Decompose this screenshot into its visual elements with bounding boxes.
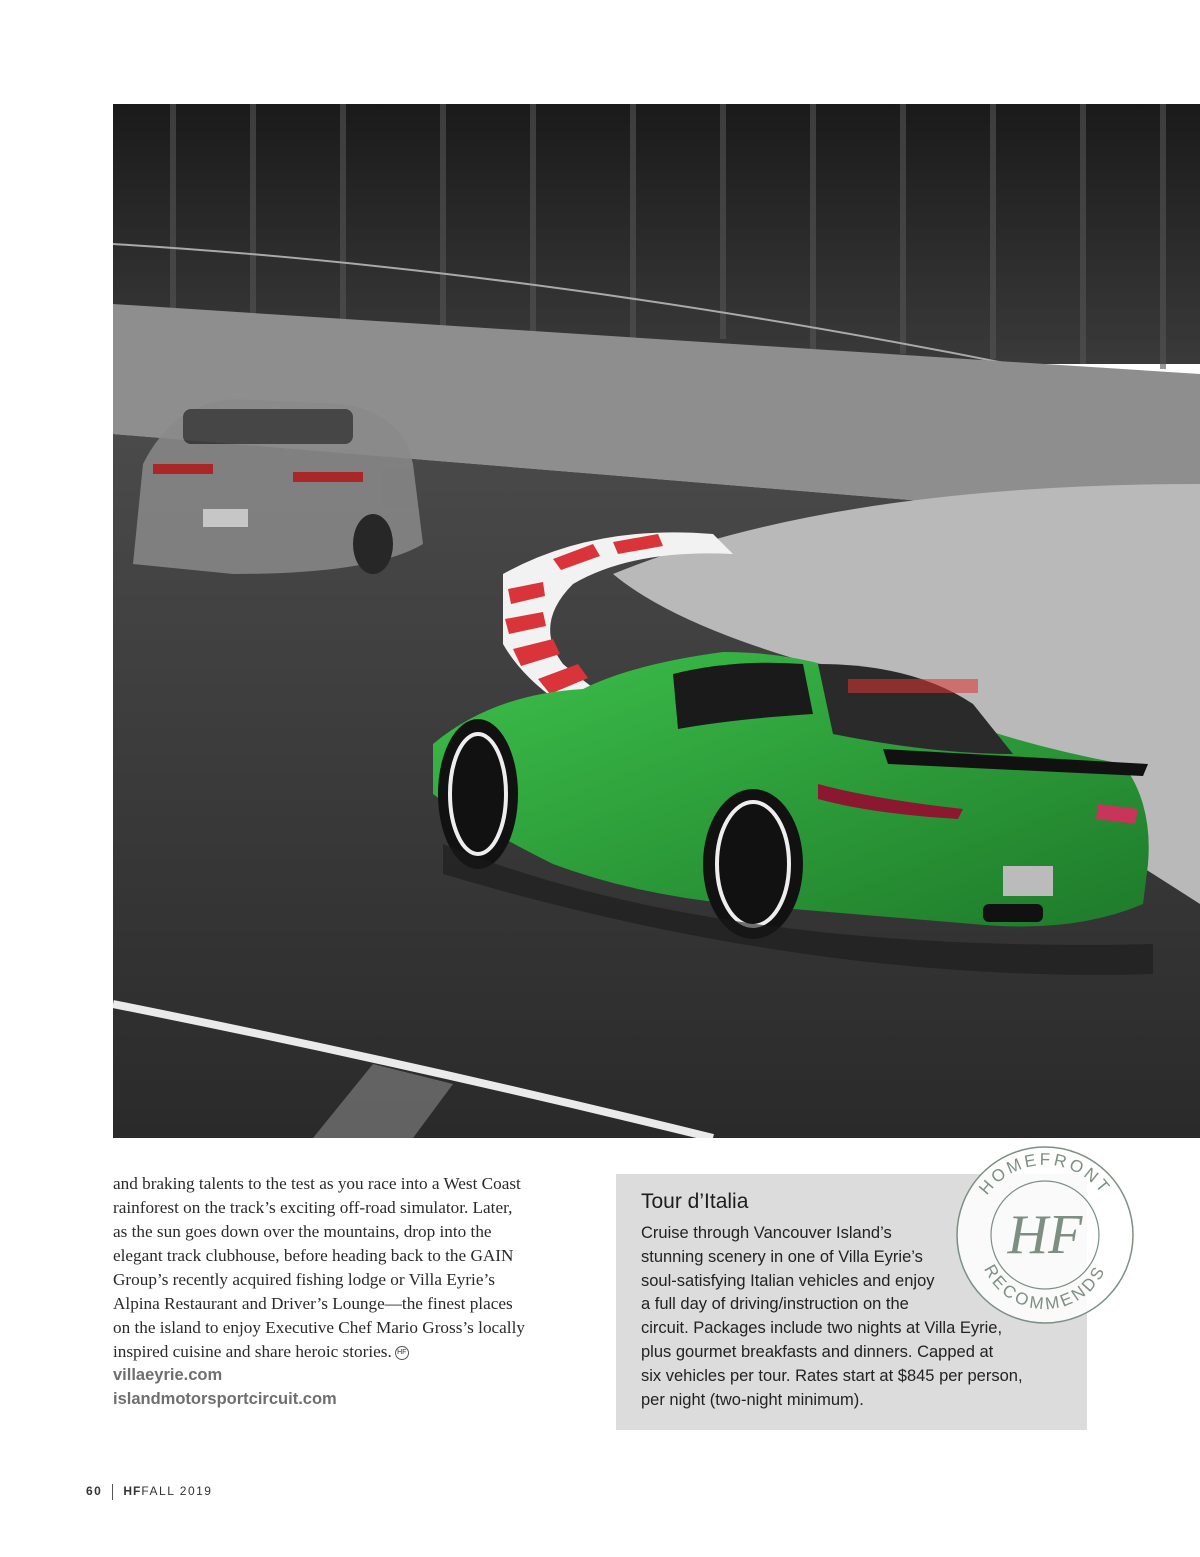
- body-line-text: inspired cuisine and share heroic stories.: [113, 1342, 392, 1361]
- link-villaeyrie[interactable]: villaeyrie.com: [113, 1366, 223, 1384]
- footer-issue: FALL 2019: [141, 1484, 213, 1499]
- footer-divider: [112, 1484, 113, 1500]
- sidebar-line: six vehicles per tour. Rates start at $845 per person,: [641, 1366, 1023, 1385]
- end-mark-icon: HF: [395, 1346, 409, 1360]
- seal-bottom-text: RECOMMENDS: [980, 1261, 1110, 1314]
- sidebar-line: per night (two-night minimum).: [641, 1390, 864, 1409]
- body-line-last: [113, 1340, 583, 1364]
- article-links: [113, 1363, 337, 1411]
- race-cars-photo: [113, 104, 1200, 1138]
- link-islandmotorsportcircuit[interactable]: islandmotorsportcircuit.com: [113, 1390, 337, 1408]
- body-line: as the sun goes down over the mountains, drop into the: [113, 1222, 492, 1241]
- seal-top-text: HOMEFRONT: [975, 1149, 1115, 1199]
- sidebar-line: circuit. Packages include two nights at Villa Eyrie,: [641, 1319, 1003, 1338]
- sidebar-line: plus gourmet breakfasts and dinners. Capped at: [641, 1342, 994, 1361]
- footer-brand: HF: [123, 1484, 142, 1499]
- article-body: [113, 1172, 583, 1364]
- page-number: 60: [86, 1484, 103, 1499]
- body-line: on the island to enjoy Executive Chef Mario Gross’s locally: [113, 1318, 525, 1337]
- body-line: and braking talents to the test as you race into a West Coast: [113, 1174, 521, 1193]
- page-footer: [86, 1484, 212, 1500]
- sidebar-line: soul-satisfying Italian vehicles and enjoy: [641, 1271, 935, 1290]
- sidebar-line: a full day of driving/instruction on the: [641, 1295, 909, 1314]
- sidebar-title: Tour d’Italia: [641, 1190, 749, 1213]
- sidebar-line: Cruise through Vancouver Island’s: [641, 1224, 892, 1242]
- body-line: Alpina Restaurant and Driver’s Lounge—the finest places: [113, 1294, 513, 1313]
- sidebar-line: stunning scenery in one of Villa Eyrie’s: [641, 1247, 923, 1266]
- body-line: Group’s recently acquired fishing lodge or Villa Eyrie’s: [113, 1270, 495, 1289]
- body-line: elegant track clubhouse, before heading back to the GAIN: [113, 1246, 514, 1265]
- seal-monogram: HF: [1007, 1204, 1083, 1266]
- homefront-recommends-seal-icon: [953, 1143, 1137, 1327]
- body-line: rainforest on the track’s exciting off-road simulator. Later,: [113, 1198, 513, 1217]
